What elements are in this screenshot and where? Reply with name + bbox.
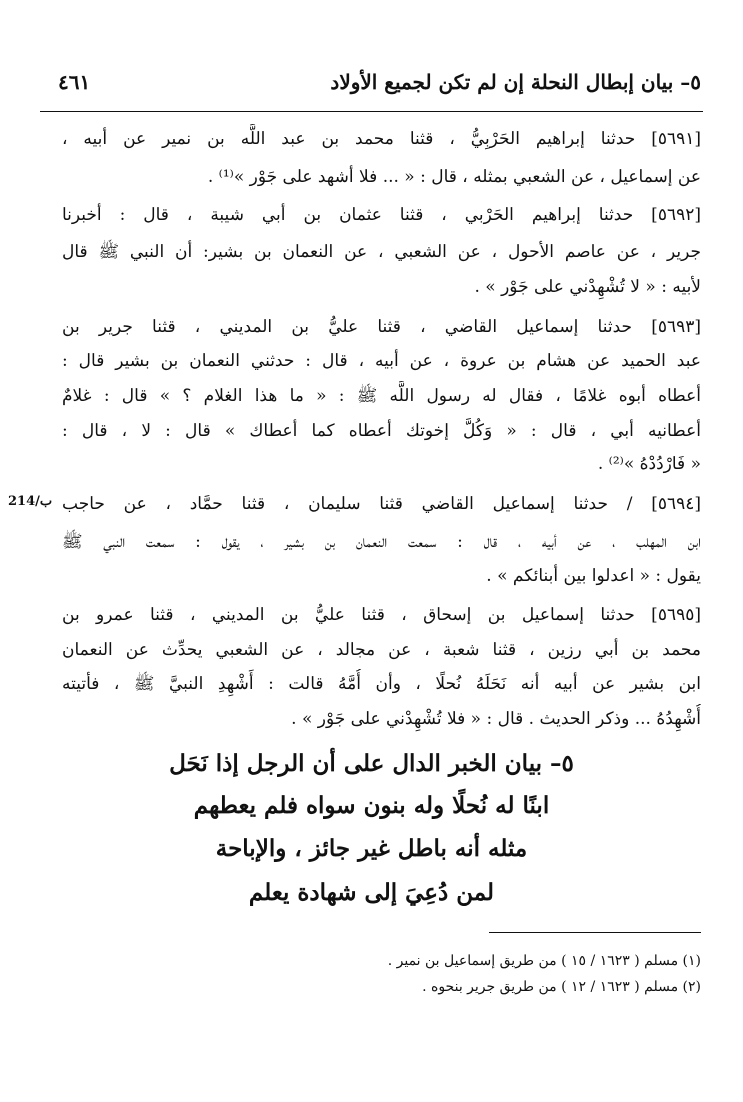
footnote-rule [489, 932, 701, 933]
body-line: أُشْهِدُهُ ... وذكر الحديث . قال : « فلا تُشْهِدْني على جَوْر » . [291, 709, 701, 729]
body-line: محمد بن أبي رزين ، قثنا شعبة ، عن مجالد ، عن الشعبي يحدِّث عن النعمان [62, 640, 701, 660]
header-rule [40, 111, 703, 112]
body-line: ابن بشير عن أبيه أنه نَحَلَهُ نُحلًا ، وأن أُمَّهُ قالت : أَشْهِدِ النبيَّ ﷺ ، فأتيته [62, 674, 701, 694]
body-line: عن إسماعيل ، عن الشعبي بمثله ، قال : « ... فلا أشهد على جَوْر »⁽¹⁾ . [207, 167, 701, 187]
body-line: [٥٦٩١] حدثنا إبراهيم الحَرْبِيُّ ، قثنا محمد بن عبد اللَّه بن نمير عن أبيه ، [62, 129, 701, 149]
section-heading-line: لمن دُعِيَ إلى شهادة يعلم [248, 879, 495, 906]
section-heading-line: ٥– بيان الخبر الدال على أن الرجل إذا نَحَل [169, 750, 574, 777]
body-line: لأبيه : « لا تُشْهِدْني على جَوْر » . [474, 277, 701, 297]
body-line: [٥٦٩٥] حدثنا إسماعيل بن إسحاق ، قثنا عليُّ بن المديني ، قثنا عمرو بن [62, 605, 701, 625]
margin-folio-note: 214/ب [8, 494, 53, 509]
footnote: (١) مسلم ( ١٦٢٣ / ١٥ ) من طريق إسماعيل بن نمير . [387, 953, 701, 969]
section-heading-line: ابنًا له نُحلًا وله بنون سواه فلم يعطهم [193, 792, 550, 819]
body-line: أعطاه أبوه غلامًا ، فقال له رسول اللَّه ﷺ : « ما هذا الغلام ؟ » قال : غلامٌ [62, 386, 701, 406]
page-number: ٤٦١ [58, 70, 91, 94]
body-line: [٥٦٩٤] / حدثنا إسماعيل القاضي قثنا سليمان ، قثنا حمَّاد ، عن حاجب [62, 494, 701, 514]
footnote: (٢) مسلم ( ١٦٢٣ / ١٢ ) من طريق جرير بنحوه . [422, 979, 701, 995]
body-line: جرير ، عن عاصم الأحول ، عن الشعبي ، عن النعمان بن بشير: أن النبي ﷺ قال [62, 242, 701, 262]
body-line: أعطانيه أبي ، قال : « وَكُلَّ إخوتك أعطاه كما أعطاك » قال : لا ، قال : [62, 421, 701, 441]
section-heading-line: مثله أنه باطل غير جائز ، والإباحة [215, 835, 528, 862]
running-header-title: ٥– بيان إبطال النحلة إن لم تكن لجميع الأولاد [330, 70, 701, 94]
body-line: [٥٦٩٢] حدثنا إبراهيم الحَرْبي ، قثنا عثمان بن أبي شيبة ، قال : أخبرنا [62, 205, 701, 225]
body-line: ابن المهلب ، عن أبيه ، قال : سمعت النعمان بن بشير ، يقول : سمعت النبي ﷺ [62, 532, 701, 552]
body-line: [٥٦٩٣] حدثنا إسماعيل القاضي ، قثنا عليُّ بن المديني ، قثنا جرير بن [62, 317, 701, 337]
body-line: عبد الحميد عن هشام بن عروة ، عن أبيه ، قال : حدثني النعمان بن بشير قال : [62, 351, 701, 371]
body-line: « فَارْدُدْهُ »⁽²⁾ . [597, 454, 701, 474]
body-line: يقول : « اعدلوا بين أبنائكم » . [486, 566, 701, 586]
